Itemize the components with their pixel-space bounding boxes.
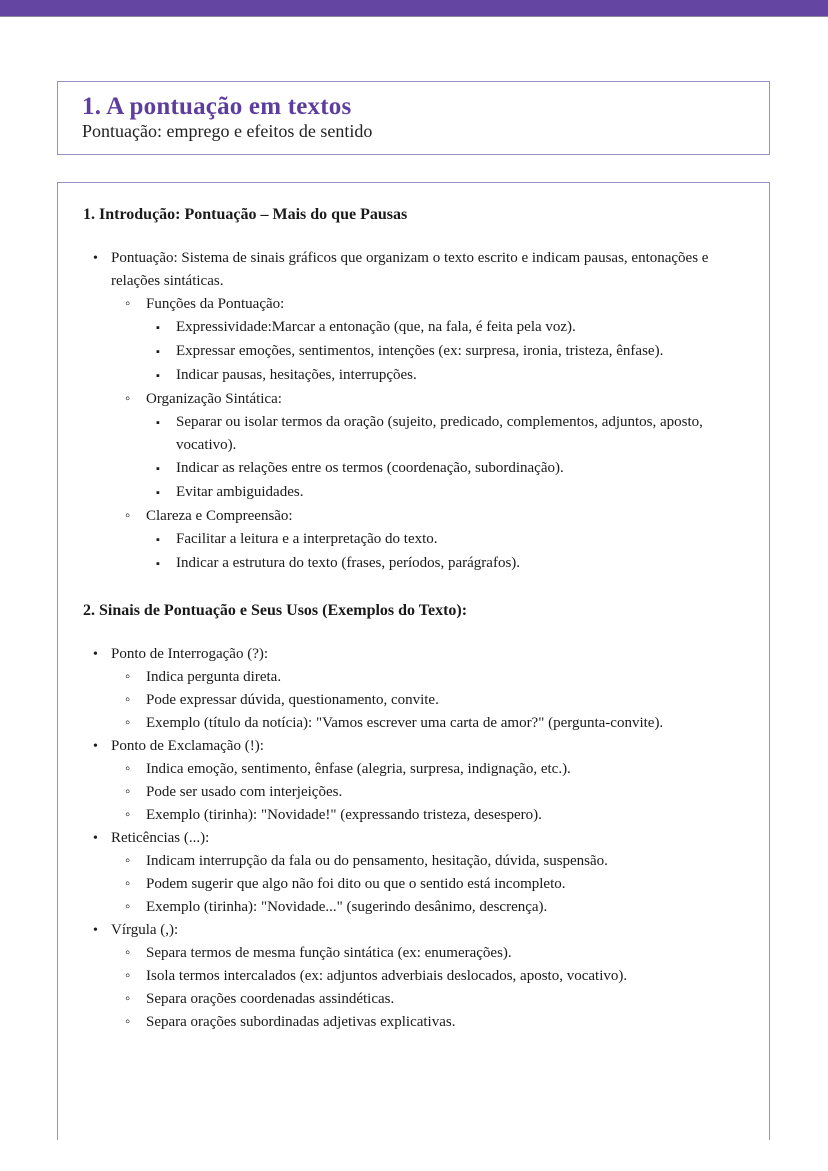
list-item-text: Separa termos de mesma função sintática (ex: enumerações). <box>146 945 512 961</box>
list-item-text: Exemplo (tirinha): "Novidade!" (expressando tristeza, desespero). <box>146 807 542 823</box>
list-item <box>83 340 751 364</box>
square-bullet-icon: ▪ <box>156 346 160 358</box>
list-item-text: Evitar ambiguidades. <box>176 484 304 500</box>
list-item <box>83 919 751 942</box>
circle-bullet-icon: ◦ <box>125 761 131 777</box>
circle-bullet-icon: ◦ <box>125 1014 131 1030</box>
bullet-list <box>83 247 751 576</box>
list-item-text: Indicar a estrutura do texto (frases, períodos, parágrafos). <box>176 555 521 571</box>
page-title: 1. A pontuação em textos <box>82 93 352 120</box>
list-item-text: Ponto de Exclamação (!): <box>111 738 264 754</box>
list-item <box>83 364 751 388</box>
list-item <box>83 873 751 896</box>
list-item <box>83 712 751 735</box>
list-item <box>83 528 751 552</box>
list-item-text: Facilitar a leitura e a interpretação do texto. <box>176 531 438 547</box>
list-item <box>83 689 751 712</box>
list-item-text: Organização Sintática: <box>146 391 282 407</box>
list-item <box>83 666 751 689</box>
page-subtitle: Pontuação: emprego e efeitos de sentido <box>82 121 373 141</box>
list-item-text: Expressar emoções, sentimentos, intenções (ex: surpresa, ironia, tristeza, ênfase). <box>176 343 664 359</box>
list-item-text: Ponto de Interrogação (?): <box>111 646 269 662</box>
list-item-text: Separa orações coordenadas assindéticas. <box>146 991 395 1007</box>
section-heading: 1. Introdução: Pontuação – Mais do que Pausas <box>83 206 408 223</box>
disc-bullet-icon: • <box>93 831 98 846</box>
disc-bullet-icon: • <box>93 251 98 266</box>
square-bullet-icon: ▪ <box>156 534 160 546</box>
circle-bullet-icon: ◦ <box>125 784 131 800</box>
disc-bullet-icon: • <box>93 647 98 662</box>
list-item <box>83 942 751 965</box>
list-item-text: Clareza e Compreensão: <box>146 508 293 524</box>
list-item <box>83 804 751 827</box>
list-item-text: Pode ser usado com interjeições. <box>146 784 343 800</box>
list-item-text: Indica emoção, sentimento, ênfase (alegria, surpresa, indignação, etc.). <box>146 761 571 777</box>
list-item <box>83 965 751 988</box>
list-item-text: Pontuação: Sistema de sinais gráficos que organizam o texto escrito e indicam pausas, entonações e relações sintáticas. <box>111 250 709 289</box>
square-bullet-icon: ▪ <box>156 417 160 429</box>
disc-bullet-icon: • <box>93 739 98 754</box>
list-item <box>83 247 751 293</box>
circle-bullet-icon: ◦ <box>125 945 131 961</box>
square-bullet-icon: ▪ <box>156 558 160 570</box>
list-item-text: Expressividade:Marcar a entonação (que, na fala, é feita pela voz). <box>176 319 576 335</box>
list-item <box>83 388 751 411</box>
circle-bullet-icon: ◦ <box>125 899 131 915</box>
circle-bullet-icon: ◦ <box>125 715 131 731</box>
circle-bullet-icon: ◦ <box>125 991 131 1007</box>
circle-bullet-icon: ◦ <box>125 853 131 869</box>
title-box <box>57 81 770 155</box>
list-item-text: Exemplo (tirinha): "Novidade..." (sugerindo desânimo, descrença). <box>146 899 548 915</box>
list-item <box>83 896 751 919</box>
list-item <box>83 988 751 1011</box>
square-bullet-icon: ▪ <box>156 487 160 499</box>
list-item <box>83 1011 751 1034</box>
circle-bullet-icon: ◦ <box>125 876 131 892</box>
circle-bullet-icon: ◦ <box>125 692 131 708</box>
top-accent-bar <box>0 0 828 17</box>
list-item-text: Indicar pausas, hesitações, interrupções. <box>176 367 417 383</box>
list-item <box>83 781 751 804</box>
list-item-text: Funções da Pontuação: <box>146 296 285 312</box>
list-item-text: Indicar as relações entre os termos (coordenação, subordinação). <box>176 460 564 476</box>
circle-bullet-icon: ◦ <box>125 669 131 685</box>
square-bullet-icon: ▪ <box>156 463 160 475</box>
circle-bullet-icon: ◦ <box>125 391 131 407</box>
list-item <box>83 758 751 781</box>
list-item <box>83 505 751 528</box>
circle-bullet-icon: ◦ <box>125 508 131 524</box>
list-item <box>83 735 751 758</box>
list-item <box>83 827 751 850</box>
list-item <box>83 293 751 316</box>
square-bullet-icon: ▪ <box>156 322 160 334</box>
square-bullet-icon: ▪ <box>156 370 160 382</box>
list-item <box>83 643 751 666</box>
list-item <box>83 457 751 481</box>
list-item-text: Separa orações subordinadas adjetivas explicativas. <box>146 1014 456 1030</box>
disc-bullet-icon: • <box>93 923 98 938</box>
list-item-text: Pode expressar dúvida, questionamento, convite. <box>146 692 439 708</box>
list-item <box>83 411 751 457</box>
list-item-text: Indicam interrupção da fala ou do pensamento, hesitação, dúvida, suspensão. <box>146 853 608 869</box>
list-item <box>83 552 751 576</box>
circle-bullet-icon: ◦ <box>125 296 131 312</box>
list-item-text: Reticências (...): <box>111 830 210 846</box>
list-item <box>83 316 751 340</box>
list-item-text: Isola termos intercalados (ex: adjuntos adverbiais deslocados, aposto, vocativo). <box>146 968 628 984</box>
content-box <box>57 182 770 1140</box>
list-item-text: Indica pergunta direta. <box>146 669 282 685</box>
list-item-text: Exemplo (título da notícia): "Vamos escrever uma carta de amor?" (pergunta-convite). <box>146 715 664 731</box>
circle-bullet-icon: ◦ <box>125 968 131 984</box>
bullet-list <box>83 643 751 1034</box>
circle-bullet-icon: ◦ <box>125 807 131 823</box>
list-item-text: Podem sugerir que algo não foi dito ou que o sentido está incompleto. <box>146 876 566 892</box>
section-heading: 2. Sinais de Pontuação e Seus Usos (Exemplos do Texto): <box>83 602 468 619</box>
list-item <box>83 850 751 873</box>
list-item <box>83 481 751 505</box>
list-item-text: Separar ou isolar termos da oração (sujeito, predicado, complementos, adjuntos, aposto, vocativo). <box>176 414 703 453</box>
list-item-text: Vírgula (,): <box>111 922 179 938</box>
